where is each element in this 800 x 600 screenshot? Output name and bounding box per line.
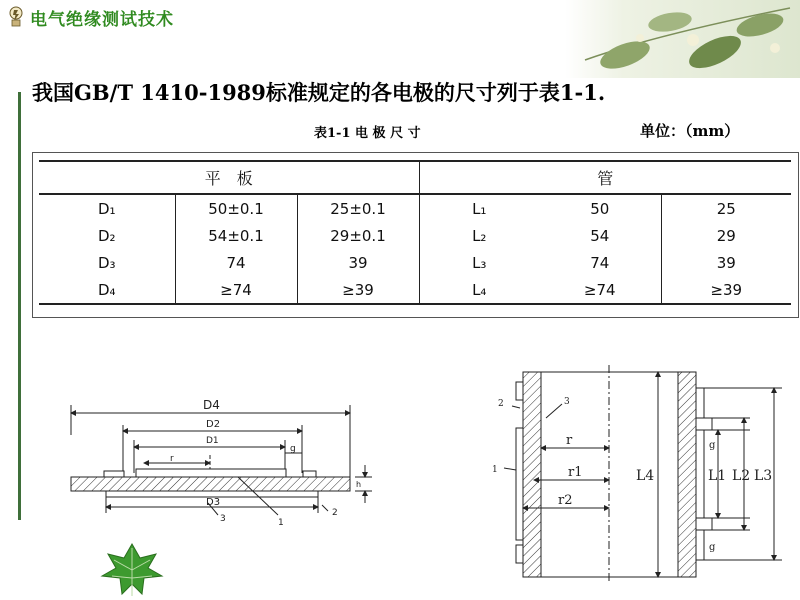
label-r: r [170,454,174,464]
left-accent-bar [18,92,21,520]
table-cell: ≥39 [661,276,791,304]
label-g-top: g [709,440,716,451]
table-cell: D₁ [39,194,175,222]
label-part-1: 1 [492,465,498,475]
label-l4: L4 [636,468,655,484]
label-g-bottom: g [709,542,716,553]
slide-heading: 我国GB/T 1410-1989标准规定的各电极的尺寸列于表1-1. [32,80,606,105]
table-row [39,222,791,249]
label-r: r [566,433,573,448]
table-unit: 单位：（mm） [640,122,740,140]
table-row [39,276,791,304]
table-row [39,249,791,276]
table-cell: ≥39 [297,276,419,304]
table-cell: L₁ [472,199,487,218]
label-g: g [290,444,296,454]
table-cell: 29±0.1 [297,222,419,249]
table-cell: 39 [716,253,736,272]
label-l3: L3 [754,468,773,484]
table-cell: 25±0.1 [297,194,419,222]
table-cell: 29 [716,226,736,245]
flat-electrode-diagram [60,395,380,530]
label-d2: D2 [206,419,221,430]
table-caption: 表1-1 电 极 尺 寸 [314,126,421,141]
label-r2: r2 [558,493,573,508]
table-cell: 54±0.1 [175,222,297,249]
label-part-2: 2 [332,508,338,518]
label-part-1: 1 [278,518,284,528]
label-d3: D3 [206,497,221,508]
label-h: h [356,480,362,489]
label-d4: D4 [203,398,220,412]
table-cell: ≥74 [539,276,661,304]
table-cell: 50 [539,194,661,222]
table-cell: 25 [716,199,736,218]
table-cell: 74 [539,249,661,276]
table-cell: ≥74 [175,276,297,304]
brand-header [6,4,174,30]
brand-title: 电气绝缘测试技术 [30,9,174,30]
lightning-logo-icon [6,5,26,29]
label-l2: L2 [732,468,751,484]
label-part-3: 3 [564,397,570,407]
tube-electrode-diagram [490,360,790,585]
decorative-leaves-image [565,0,800,78]
table-cell: D₄ [39,276,175,304]
table-cell: D₂ [39,222,175,249]
table-cell: D₃ [39,249,175,276]
table-cell: 50±0.1 [175,194,297,222]
electrode-dimension-table [32,152,799,318]
label-d1: D1 [206,436,219,446]
table-cell: 54 [539,222,661,249]
table-cell: L₂ [472,226,487,245]
label-part-2: 2 [498,399,504,409]
table-header-row [39,161,791,194]
label-r1: r1 [568,465,583,480]
label-part-3: 3 [220,514,226,524]
label-l1: L1 [708,468,727,484]
table-cell: 39 [297,249,419,276]
table-cell: L₃ [472,253,487,272]
table-cell: 74 [175,249,297,276]
header-tube: 管 [419,161,791,194]
header-flat-plate: 平 板 [39,161,419,194]
decorative-leaf-icon [100,540,164,600]
table-cell: L₄ [419,276,539,304]
table-row [39,194,791,222]
